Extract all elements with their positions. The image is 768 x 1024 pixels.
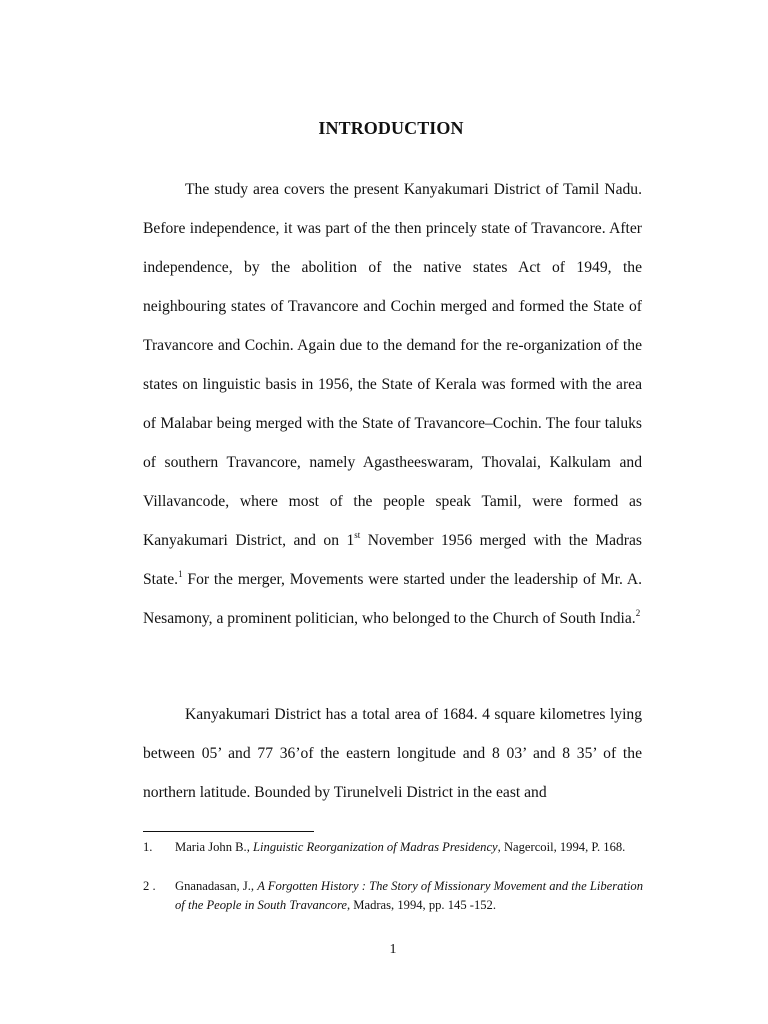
paragraph-1-text-a: The study area covers the present Kanyakumari District of Tamil Nadu. Before independence, it was part of the then princely state of Travancore. After independence, by the abolition of the native states Act of 1949, the neighbouring states of Travancore and Cochin merged and formed the State of Travancore and Cochin. Again due to the demand for the re-organization of the states on linguistic basis in 1956, the State of Kerala was formed with the area of Malabar being merged with the State of Travancore–Cochin. The four taluks of southern Travancore, namely Agastheeswaram, Thovalai, Kalkulam and Villavancode, where most of the people speak Tamil, were formed as Kanyakumari District, and on 1	[143, 181, 642, 549]
footnote-work-title: Linguistic Reorganization of Madras Presidency	[253, 840, 498, 854]
paragraph-1	[143, 170, 642, 638]
footnote-text	[175, 838, 643, 857]
footnote-details: , Madras, 1994, pp. 145 -152.	[346, 898, 496, 912]
footnote-divider	[143, 831, 314, 832]
footnote-number: 1.	[143, 840, 153, 854]
footnote-author: Gnanadasan, J.,	[175, 879, 258, 893]
footnote-ref-1[interactable]: 1	[178, 569, 183, 579]
paragraph-1-text-b: November 1956 merged with the Madras State.	[143, 532, 642, 588]
paragraph-1-text-c: For the merger, Movements were started under the leadership of Mr. A. Nesamony, a prominent politician, who belonged to the Church of South India.	[143, 571, 642, 627]
footnote-work-title: A Forgotten History : The Story of Missionary Movement and the Liberation of the People in South Travancore	[175, 879, 644, 912]
page-title: INTRODUCTION	[318, 118, 464, 138]
footnote-1	[143, 838, 643, 857]
footnote-number: 2 .	[143, 879, 156, 893]
paragraph-2: Kanyakumari District has a total area of 1684. 4 square kilometres lying between 05’ and 77 36’of the eastern longitude and 8 03’ and 8 35’ of the northern latitude. Bounded by Tirunelveli District in the east and	[143, 706, 642, 801]
page-number: 1	[389, 942, 397, 957]
footnote-ref-2[interactable]: 2	[635, 608, 641, 618]
ordinal-superscript: st	[354, 530, 361, 540]
footnote-details: , Nagercoil, 1994, P. 168.	[497, 840, 626, 854]
footnote-2	[143, 877, 643, 915]
footnote-text	[175, 877, 643, 915]
footnote-author: Maria John B.,	[175, 840, 254, 854]
